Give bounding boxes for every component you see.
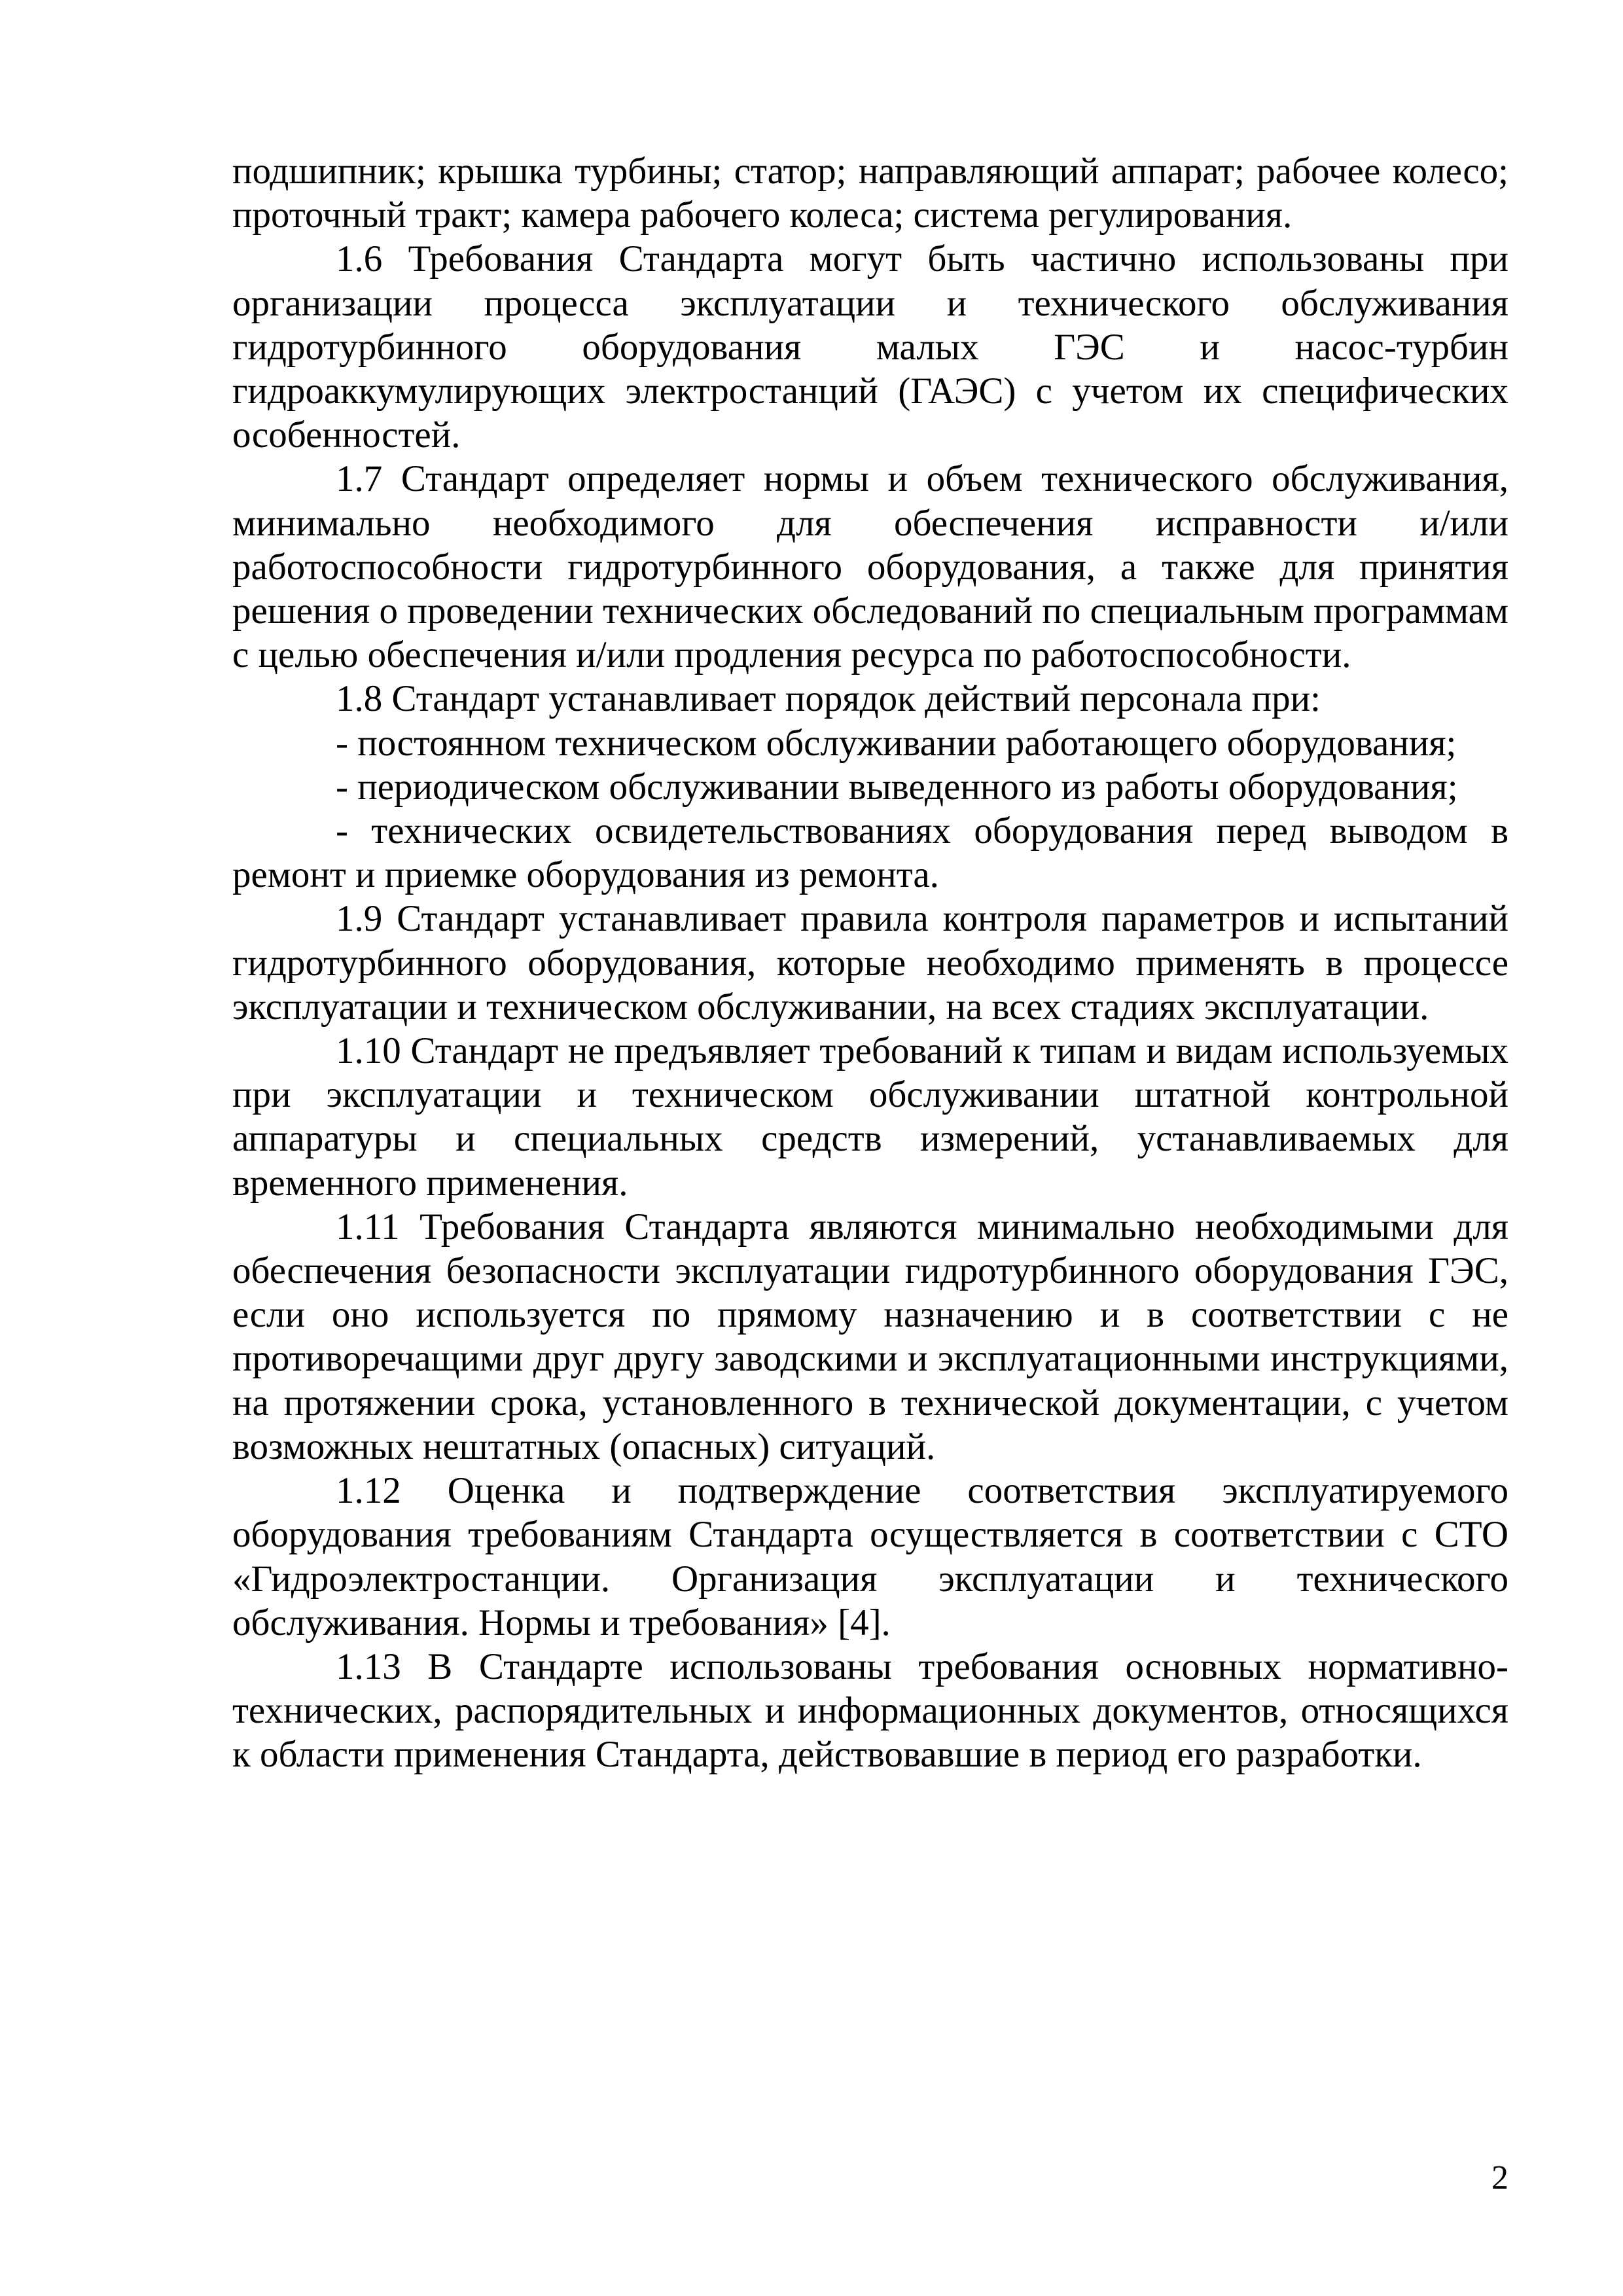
list-item-1-8-b: - периодическом обслуживании выведенного из работы оборудования;: [336, 766, 1458, 808]
paragraph-1-12: 1.12 Оценка и подтверждение соответствия эксплуатируемого оборудования требованиям Стандарта осуществляется в соответствии с СТО «Гидроэлектростанции. Организация эксплуатации и технического обслуживания. Нормы и требования» [4].: [232, 1470, 1508, 1643]
list-item-1-8-c: - технических освидетельствованиях оборудования перед выводом в ремонт и приемке оборудования из ремонта.: [232, 810, 1508, 896]
list-item-1-8-a: - постоянном техническом обслуживании работающего оборудования;: [336, 722, 1457, 764]
paragraph-1-13: 1.13 В Стандарте использованы требования основных нормативно-технических, распорядительных и информационных документов, относящихся к области применения Стандарта, действовавшие в период его разработки.: [232, 1645, 1508, 1776]
document-body: [232, 149, 1508, 1777]
page-number: 2: [1491, 2159, 1508, 2197]
paragraph-1-8: 1.8 Стандарт устанавливает порядок действий персонала при:: [336, 678, 1321, 720]
paragraph-1-7: 1.7 Стандарт определяет нормы и объем технического обслуживания, минимально необходимого для обеспечения исправности и/или работоспособности гидротурбинного оборудования, а также для принятия решения о проведении технических обследований по специальным программам с целью обеспечения и/или продления ресурса по работоспособности.: [232, 458, 1508, 676]
paragraph-1-9: 1.9 Стандарт устанавливает правила контроля параметров и испытаний гидротурбинного оборудования, которые необходимо применять в процессе эксплуатации и техническом обслуживании, на всех стадиях эксплуатации.: [232, 898, 1508, 1028]
paragraph-1-11: 1.11 Требования Стандарта являются минимально необходимыми для обеспечения безопасности эксплуатации гидротурбинного оборудования ГЭС, если оно используется по прямому назначению и в соответствии с не противоречащими друг другу заводскими и эксплуатационными инструкциями, на протяжении срока, установленного в технической документации, с учетом возможных нештатных (опасных) ситуаций.: [232, 1206, 1508, 1467]
paragraph-continuation: подшипник; крышка турбины; статор; направляющий аппарат; рабочее колесо; проточный тракт; камера рабочего колеса; система регулирования.: [232, 151, 1508, 236]
paragraph-1-10: 1.10 Стандарт не предъявляет требований к типам и видам используемых при эксплуатации и техническом обслуживании штатной контрольной аппаратуры и специальных средств измерений, устанавливаемых для временного применения.: [232, 1030, 1508, 1204]
paragraph-1-6: 1.6 Требования Стандарта могут быть частично использованы при организации процесса эксплуатации и технического обслуживания гидротурбинного оборудования малых ГЭС и насос-турбин гидроаккумулирующих электростанций (ГАЭС) с учетом их специфических особенностей.: [232, 238, 1508, 456]
